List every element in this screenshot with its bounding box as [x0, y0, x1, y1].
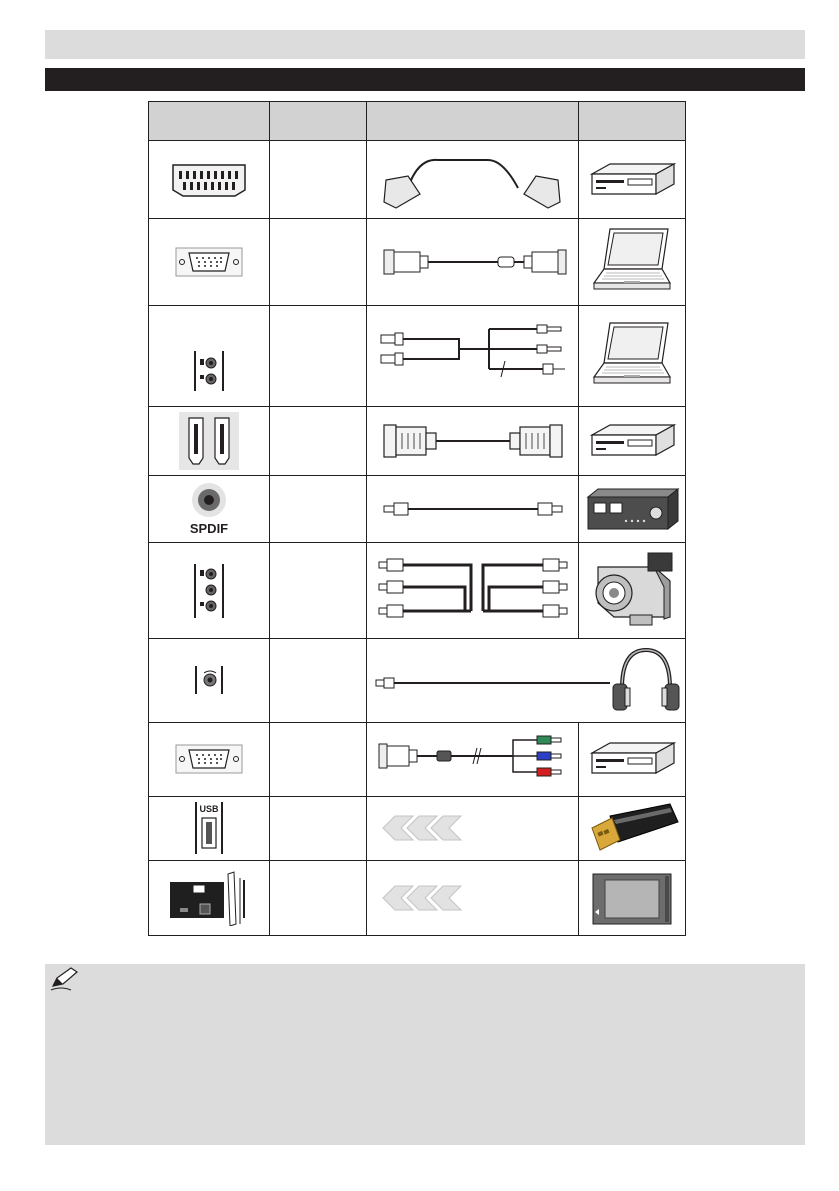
port-cell [149, 543, 270, 638]
table-row [149, 141, 686, 219]
port-cell [149, 306, 270, 407]
type-cell [270, 638, 367, 722]
headphones-icon [613, 650, 679, 710]
hdmi-cable-icon [378, 419, 568, 463]
laptop-icon [590, 225, 674, 299]
type-cell [270, 543, 367, 638]
device-cell [579, 476, 686, 543]
table-row [149, 860, 686, 935]
usb-stick-icon [584, 802, 680, 854]
audio-amplifier-icon [584, 487, 680, 531]
cable-cell [367, 407, 579, 476]
type-cell [270, 860, 367, 935]
device-cell [579, 860, 686, 935]
vga-port-icon [175, 744, 243, 774]
vga-cable-icon [378, 242, 568, 282]
note-box [45, 964, 805, 1145]
device-cell [579, 796, 686, 860]
ypbpr-cable-icon [373, 734, 573, 784]
laptop-icon [590, 319, 674, 393]
cable-device-cell [367, 638, 686, 722]
dvd-player-icon [586, 739, 678, 779]
cable-cell [367, 219, 579, 306]
cable-cell [367, 476, 579, 543]
top-band [45, 30, 805, 59]
device-cell [579, 219, 686, 306]
av-jacks-icon [189, 562, 229, 620]
port-cell [149, 219, 270, 306]
port-cell [149, 860, 270, 935]
pencil-note-icon [49, 966, 79, 992]
table-row [149, 638, 686, 722]
port-cell [149, 722, 270, 796]
cam-module-icon [589, 870, 675, 926]
type-cell [270, 407, 367, 476]
header-connector [149, 102, 270, 141]
scart-port-icon [169, 162, 249, 198]
headphone-cable-icon [370, 644, 682, 716]
camcorder-icon [584, 547, 680, 635]
insert-arrows-icon [373, 811, 573, 845]
device-cell [579, 543, 686, 638]
headphone-jack-icon [191, 664, 227, 696]
header-cables [367, 102, 579, 141]
table-row [149, 219, 686, 306]
hdmi-ports-icon [179, 412, 239, 470]
port-cell [149, 638, 270, 722]
scart-cable-icon [378, 150, 568, 210]
usb-port-icon [193, 800, 225, 856]
type-cell [270, 796, 367, 860]
dvd-player-icon [586, 160, 678, 200]
cable-cell [367, 722, 579, 796]
section-title-bar [45, 68, 805, 91]
table-row [149, 306, 686, 407]
cable-cell [367, 796, 579, 860]
pc-audio-cable-icon [373, 321, 573, 391]
table-row [149, 796, 686, 860]
device-cell [579, 722, 686, 796]
port-cell [149, 141, 270, 219]
header-type [270, 102, 367, 141]
cable-cell [367, 543, 579, 638]
type-cell [270, 219, 367, 306]
header-device [579, 102, 686, 141]
dvd-player-icon [586, 421, 678, 461]
device-cell [579, 141, 686, 219]
table-row [149, 476, 686, 543]
port-cell [149, 476, 270, 543]
spdif-label: SPDIF [189, 521, 229, 537]
device-cell [579, 407, 686, 476]
cable-cell [367, 860, 579, 935]
rca-av-cable-icon [373, 556, 573, 626]
type-cell [270, 476, 367, 543]
audio-in-jack-icon [189, 349, 229, 393]
type-cell [270, 722, 367, 796]
ci-slot-icon [166, 870, 252, 926]
insert-arrows-icon [373, 881, 573, 915]
cable-cell [367, 141, 579, 219]
vga-port-icon [175, 247, 243, 277]
device-cell [579, 306, 686, 407]
port-cell [149, 407, 270, 476]
table-header-row [149, 102, 686, 141]
type-cell [270, 141, 367, 219]
connections-table [148, 101, 686, 936]
type-cell [270, 306, 367, 407]
table-row [149, 407, 686, 476]
port-cell [149, 796, 270, 860]
coaxial-cable-icon [378, 499, 568, 519]
cable-cell [367, 306, 579, 407]
table-row [149, 722, 686, 796]
usb-label: USB [199, 804, 219, 815]
spdif-port-icon [189, 482, 229, 518]
table-row [149, 543, 686, 638]
